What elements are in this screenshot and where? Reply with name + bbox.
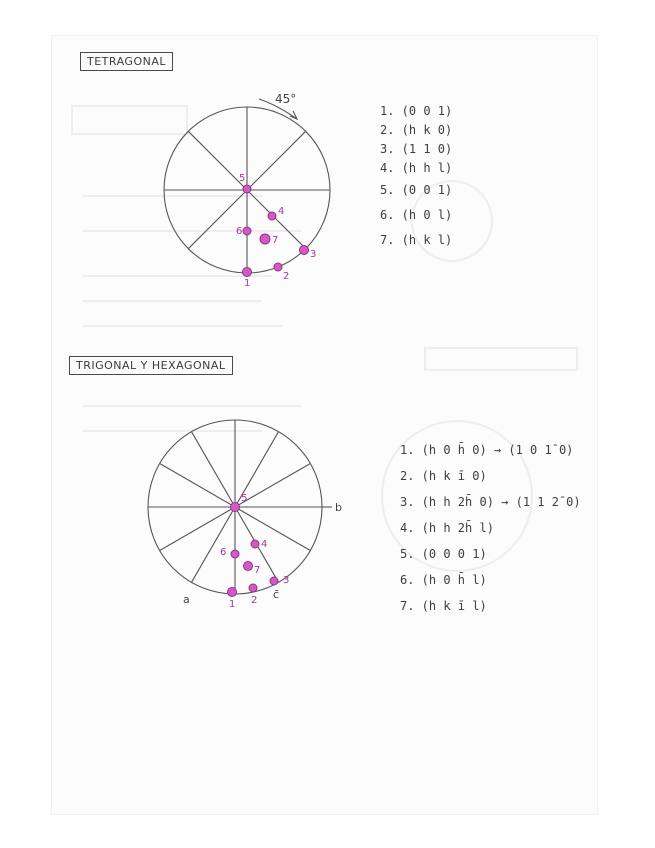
angle-label: 45°	[275, 92, 297, 106]
trigonal-plane-1: 1. (h 0 h̄ 0) → (1 0 1̄ 0)	[400, 443, 574, 457]
pole-3	[300, 246, 309, 255]
trigonal-plane-6: 6. (h 0 h̄ l)	[400, 573, 487, 587]
b-axis-label: b	[335, 501, 342, 514]
pole-label-2: 2	[251, 595, 258, 606]
pole-2	[249, 584, 257, 592]
tetragonal-stereogram	[147, 89, 347, 289]
pole-7	[260, 234, 270, 244]
pole-label-1: 1	[229, 599, 236, 610]
pole-label-7: 7	[254, 565, 261, 576]
tetragonal-poles	[243, 185, 309, 277]
pole-label-5: 5	[239, 173, 246, 184]
trigonal-plane-5: 5. (0 0 0 1)	[400, 547, 487, 561]
pole-label-4: 4	[278, 206, 285, 217]
tetragonal-plane-3: 3. (1 1 0)	[380, 142, 453, 156]
pole-1	[243, 268, 252, 277]
tetragonal-plane-7: 7. (h k l)	[380, 233, 453, 247]
pole-4	[268, 212, 276, 220]
tetragonal-plane-2: 2. (h k 0)	[380, 123, 453, 137]
pole-label-2: 2	[283, 271, 290, 282]
trigonal-plane-4: 4. (h h 2h̄ l)	[400, 521, 494, 535]
trigonal-title: TRIGONAL Y HEXAGONAL	[69, 356, 233, 375]
trigonal-plane-3: 3. (h h 2h̄ 0) → (1 1 2̄ 0)	[400, 495, 581, 509]
trigonal-plane-list	[400, 437, 581, 619]
tetragonal-title: TETRAGONAL	[80, 52, 173, 71]
pole-label-5: 5	[241, 493, 248, 504]
c-axis-label: c̄	[273, 588, 280, 601]
pole-5	[231, 503, 240, 512]
trigonal-stereogram	[138, 417, 358, 617]
pole-5	[243, 185, 251, 193]
pole-3	[270, 577, 278, 585]
pole-label-4: 4	[261, 539, 268, 550]
pole-1	[228, 588, 237, 597]
tetragonal-plane-6: 6. (h 0 l)	[380, 208, 453, 222]
pole-2	[274, 263, 282, 271]
trigonal-plane-7: 7. (h k ī l)	[400, 599, 487, 613]
tetragonal-plane-4: 4. (h h l)	[380, 161, 453, 175]
tetragonal-plane-list	[380, 102, 452, 253]
pole-7	[244, 562, 253, 571]
a-axis-label: a	[183, 593, 190, 606]
tetragonal-plane-5: 5. (0 0 1)	[380, 183, 453, 197]
tetragonal-plane-1: 1. (0 0 1)	[380, 104, 453, 118]
pole-label-7: 7	[272, 235, 279, 246]
pole-label-6: 6	[236, 226, 243, 237]
pole-label-3: 3	[310, 249, 317, 260]
pole-label-3: 3	[283, 575, 290, 586]
pole-label-6: 6	[220, 547, 227, 558]
pole-4	[251, 540, 259, 548]
pole-6	[231, 550, 239, 558]
trigonal-plane-2: 2. (h k ī 0)	[400, 469, 487, 483]
pole-label-1: 1	[244, 278, 251, 289]
pole-6	[243, 227, 251, 235]
